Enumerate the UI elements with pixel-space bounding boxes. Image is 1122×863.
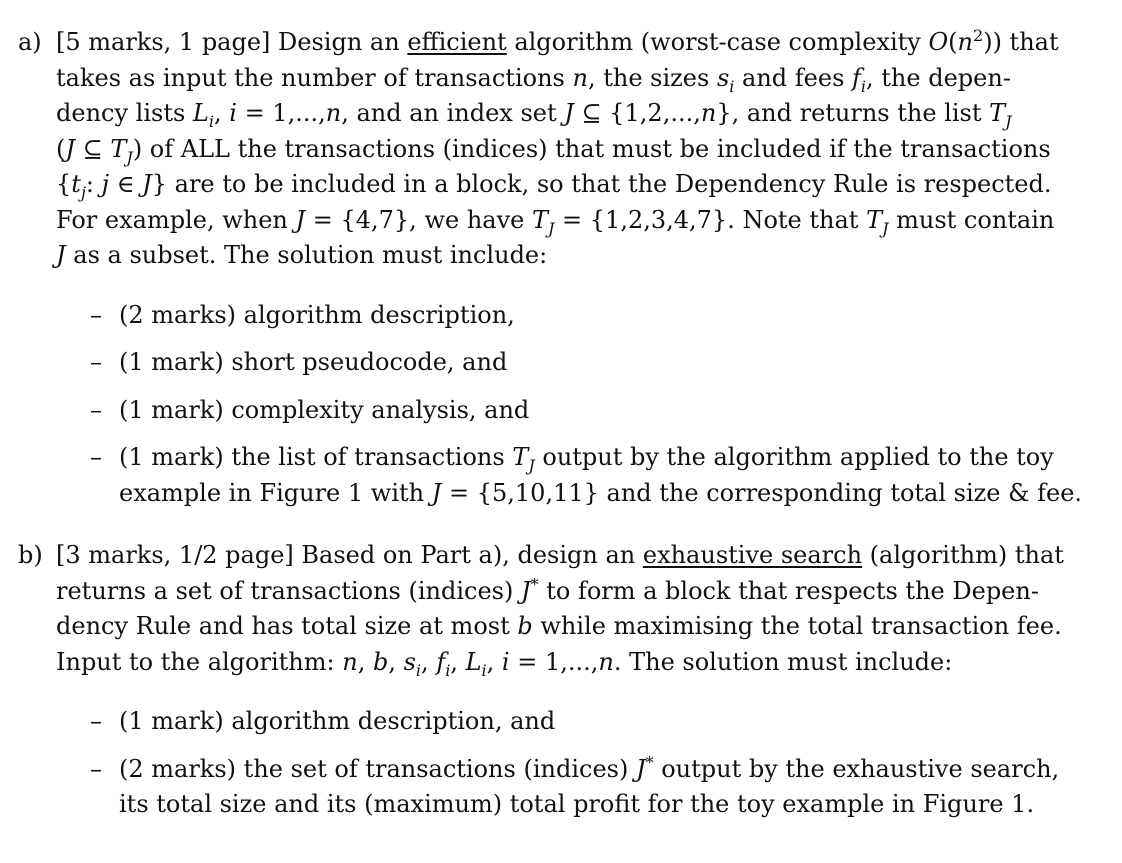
part-b-requirements-list bbox=[18, 704, 1098, 823]
part-b-label: b) bbox=[18, 541, 43, 569]
list-item: – (2 marks) the set of transactions (indices) J* output by the exhaustive search, its total size and its (maximum) total profit for the toy example in Figure 1. bbox=[18, 752, 1098, 823]
part-b bbox=[18, 538, 1098, 823]
part-a-line: (J ⊆ $T_J$) of ALL the transactions (indices) that must be included if the transactions bbox=[56, 134, 1051, 167]
part-b-line: dency Rule and has total size at most b while maximising the total transaction fee. bbox=[56, 612, 1062, 640]
part-a-line: For example, when J = {4,7}, we have $T_J = \{1,2,3,4,7\}$. Note that $T_J$ must contain bbox=[56, 205, 1055, 238]
list-item: – (1 mark) short pseudocode, and bbox=[18, 345, 1098, 381]
part-a-line: dency lists $L_i$, i = 1,...,n, and an index set J ⊆ {1,2,...,n}, and returns the list $T_J$ bbox=[56, 99, 1012, 131]
part-a-label: a) bbox=[18, 28, 42, 56]
list-item: – (1 mark) algorithm description, and bbox=[18, 704, 1098, 740]
part-b-text bbox=[56, 538, 1098, 680]
part-a-line: [5 marks, 1 page] Design an efficient algorithm (worst-case complexity $O(n^2)$) that bbox=[56, 26, 1059, 56]
part-b-line: returns a set of transactions (indices) J* to form a block that respects the Depen- bbox=[56, 574, 1039, 605]
part-a-line: takes as input the number of transactions n, the sizes $s_i$ and fees $f_i$, the depen- bbox=[56, 63, 1011, 96]
part-a bbox=[18, 25, 1098, 511]
part-b-line: Input to the algorithm: n, b, $s_i$, $f_i$, $L_i$, i = 1,...,n. The solution must include: bbox=[56, 647, 953, 680]
part-b-line: [3 marks, 1/2 page] Based on Part a), design an exhaustive search (algorithm) that bbox=[56, 541, 1064, 569]
part-a-requirements-list bbox=[18, 298, 1098, 512]
part-a-line: {$t_j$: j ∈ J} are to be included in a block, so that the Dependency Rule is respected. bbox=[56, 170, 1052, 202]
part-a-line: J as a subset. The solution must include: bbox=[56, 241, 548, 269]
part-a-text bbox=[56, 25, 1098, 274]
list-item: – (1 mark) complexity analysis, and bbox=[18, 393, 1098, 429]
list-item: – (2 marks) algorithm description, bbox=[18, 298, 1098, 334]
list-item: – (1 mark) the list of transactions $T_J$ output by the algorithm applied to the toy example in Figure 1 with J = {5,10,11} and the corresponding total size & fee. bbox=[18, 440, 1098, 511]
